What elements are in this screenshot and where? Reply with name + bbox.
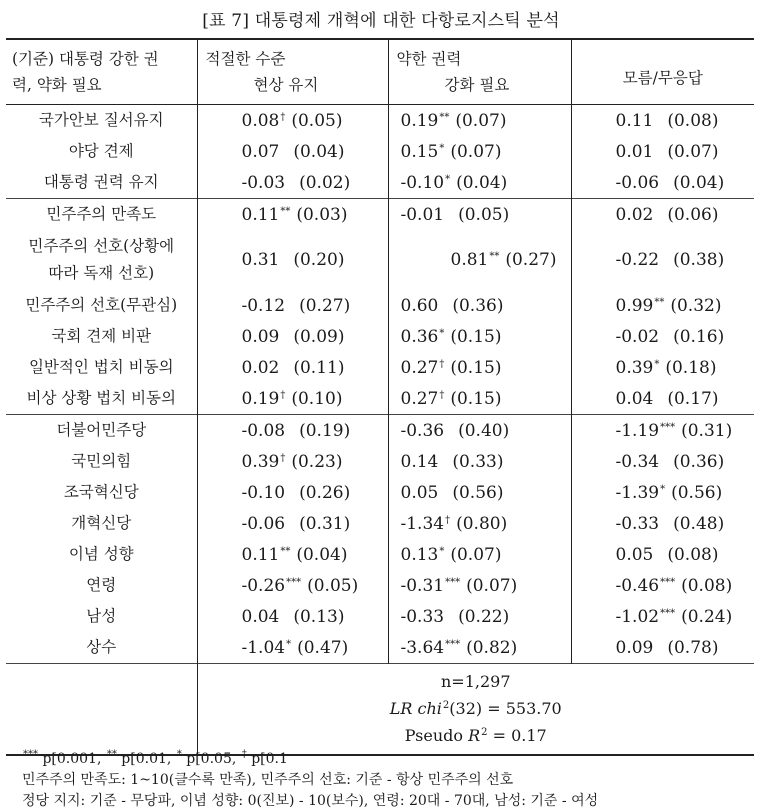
row-label: 개혁신당 [71,514,132,532]
coef-cell [571,105,754,137]
table-row [6,601,754,632]
standard-error: (0.23) [291,451,343,472]
row-label: 더불어민주당 [6,415,197,447]
coefficient: -0.46 [615,575,660,596]
coefficient: -0.01 [400,204,445,225]
table-row [6,290,754,321]
standard-error: (0.31) [299,513,351,534]
header-strengthen: 약한 권력 강화 필요 [388,39,571,105]
significance-marker: *** [660,421,676,433]
standard-error: (0.08) [667,110,719,131]
pseudo-r2: Pseudo $R^2 = 0.17$ [404,726,547,745]
coef-cell [197,167,388,199]
row-label: 민주주의 선호(무관심) [25,296,178,314]
coef-cell [571,508,754,539]
coefficient: -0.12 [241,295,286,316]
coef-cell [571,601,754,632]
standard-error: (0.36) [452,295,504,316]
standard-error: (0.27) [299,295,351,316]
standard-error: (0.78) [667,637,719,658]
coef-cell [571,539,754,570]
baseline-header: (기준) 대통령 강한 권 력, 약화 필요 [6,39,197,105]
significance-note: *** p[0.001, ** p[0.01, * p[0.05, † p[0.1 [23,749,288,767]
table-row [6,632,754,664]
standard-error: (0.05) [307,575,359,596]
table-notes [22,744,598,812]
coefficient: 0.14 [400,451,439,472]
row-label: 조국혁신당 [63,483,139,501]
coefficient: -0.22 [615,250,660,270]
coef-cell [388,230,571,290]
standard-error: (0.20) [293,250,345,270]
coefficient: -0.33 [400,606,445,627]
coefficient: -0.02 [615,326,660,347]
table-row [6,570,754,601]
coefficient: 0.39 [241,451,280,472]
coefficient: -0.06 [241,513,286,534]
coefficient: -0.10 [400,172,445,193]
coefficient: 0.09 [615,637,654,658]
standard-error: (0.15) [450,326,502,347]
coef-cell [388,477,571,508]
table-row [6,199,754,231]
coefficient: -1.39 [615,482,660,503]
coefficient: -0.34 [615,451,660,472]
significance-marker: ** [489,251,500,262]
coefficient: 0.13 [400,544,439,565]
standard-error: (0.31) [681,420,733,441]
coef-cell [388,290,571,321]
row-label: 이념 성향 [68,545,134,563]
standard-error: (0.05) [458,204,510,225]
coef-cell [571,352,754,383]
coefficient: -0.10 [241,482,286,503]
coef-cell [388,321,571,352]
coefficient: 0.81 [450,250,489,270]
standard-error: (0.07) [466,575,518,596]
coef-cell [197,199,388,231]
coef-cell [571,167,754,199]
row-label: 국가안보 질서유지 [38,111,164,129]
coef-cell [388,105,571,137]
coefficient: 0.07 [241,141,280,162]
coefficient: -3.64 [400,637,445,658]
significance-marker: † [280,111,286,123]
coef-cell [571,415,754,447]
coef-cell [388,508,571,539]
standard-error: (0.07) [450,544,502,565]
coefficient: 0.99 [615,295,654,316]
standard-error: (0.04) [296,544,348,565]
standard-error: (0.11) [293,357,345,378]
regression-table [6,38,754,756]
table-row [6,539,754,570]
significance-marker: † [439,358,445,370]
coefficient: -0.08 [241,420,286,441]
coef-cell [571,136,754,167]
row-label: 연령 [86,576,117,594]
coef-cell [571,199,754,231]
significance-marker: † [280,389,286,401]
significance-marker: ** [280,205,291,217]
coefficient: 0.05 [400,482,439,503]
coefficient: 0.05 [615,544,654,565]
significance-marker: ** [654,296,665,308]
coef-cell [388,601,571,632]
standard-error: (0.05) [291,110,343,131]
coefficient: -0.03 [241,172,286,193]
significance-marker: ** [439,111,450,123]
row-label: 민주주의 선호(상황에 따라 독재 선호) [28,237,175,282]
row-label: 상수 [86,638,117,656]
standard-error: (0.07) [450,141,502,162]
coef-cell [197,105,388,137]
table-row [6,230,754,290]
coef-cell [571,230,754,290]
table-row [6,446,754,477]
note-democracy: 민주주의 만족도: 1~10(클수록 만족), 민주주의 선호: 기준 - 항상 민주주의 선호 [22,772,514,788]
coef-cell [388,167,571,199]
standard-error: (0.82) [466,637,518,658]
table-row [6,167,754,199]
significance-marker: † [280,452,286,464]
standard-error: (0.04) [293,141,345,162]
coefficient: -1.19 [615,420,660,441]
coefficient: -0.33 [615,513,660,534]
standard-error: (0.18) [665,357,717,378]
coefficient: 0.02 [615,204,654,225]
standard-error: (0.07) [667,141,719,162]
coefficient: -0.06 [615,172,660,193]
coefficient: 0.19 [400,110,439,131]
significance-marker: † [445,514,451,526]
coef-cell [571,383,754,415]
coef-cell [388,415,571,447]
coef-cell [571,477,754,508]
coefficient: 0.27 [400,357,439,378]
coef-cell [197,136,388,167]
coef-cell [197,383,388,415]
significance-marker: † [439,389,445,401]
coefficient: 0.31 [241,250,280,270]
coef-cell [197,352,388,383]
coefficient: 0.19 [241,388,280,409]
n-obs: n=1,297 [440,672,511,691]
table-row [6,105,754,137]
row-label: 일반적인 법치 비동의 [28,358,174,376]
standard-error: (0.47) [297,637,349,658]
header-status-quo: 적절한 수준 현상 유지 [197,39,388,105]
coefficient: 0.11 [241,544,280,565]
table-row [6,508,754,539]
significance-marker: * [439,545,445,557]
standard-error: (0.07) [455,110,507,131]
coef-cell [197,508,388,539]
coef-cell [388,383,571,415]
coef-cell [571,321,754,352]
significance-marker: * [439,142,445,154]
coef-cell [571,446,754,477]
standard-error: (0.26) [299,482,351,503]
coef-cell [197,230,388,290]
lr-chi2: LR chi$^2$(32) = 553.70 [389,699,562,718]
coef-cell [197,446,388,477]
coef-cell [197,539,388,570]
model-stats [197,664,754,756]
coefficient: -0.31 [400,575,445,596]
standard-error: (0.40) [458,420,510,441]
coefficient: -1.04 [241,637,286,658]
row-label: 국민의힘 [71,452,132,470]
standard-error: (0.27) [505,250,557,270]
standard-error: (0.04) [673,172,725,193]
coef-cell [571,632,754,664]
standard-error: (0.09) [293,326,345,347]
standard-error: (0.16) [673,326,725,347]
coefficient: 0.11 [615,110,654,131]
standard-error: (0.06) [667,204,719,225]
significance-marker: *** [660,576,676,588]
coefficient: 0.02 [241,357,280,378]
coef-cell [388,632,571,664]
coef-cell [197,321,388,352]
standard-error: (0.56) [671,482,723,503]
coefficient: -0.36 [400,420,445,441]
coefficient: 0.04 [615,388,654,409]
coefficient: -1.34 [400,513,445,534]
coefficient: 0.39 [615,357,654,378]
significance-marker: *** [445,576,461,588]
standard-error: (0.04) [456,172,508,193]
standard-error: (0.80) [456,513,508,534]
table-row [6,136,754,167]
significance-marker: * [660,483,666,495]
coefficient: 0.01 [615,141,654,162]
standard-error: (0.32) [670,295,722,316]
significance-marker: * [439,327,445,339]
coef-cell [197,415,388,447]
significance-marker: ** [280,545,291,557]
row-label: 국회 견제 비판 [51,327,152,345]
significance-marker: * [654,358,660,370]
coef-cell [571,570,754,601]
standard-error: (0.15) [450,388,502,409]
coefficient: 0.08 [241,110,280,131]
significance-marker: *** [286,576,302,588]
table-row [6,415,754,447]
coef-cell [197,632,388,664]
significance-marker: *** [445,638,461,650]
coefficient: 0.27 [400,388,439,409]
model-stats-row [6,664,754,756]
coef-cell [197,570,388,601]
coefficient: 0.09 [241,326,280,347]
standard-error: (0.02) [299,172,351,193]
row-label: 대통령 권력 유지 [43,173,159,191]
coef-cell [388,570,571,601]
coef-cell [571,290,754,321]
row-label: 비상 상황 법치 비동의 [26,389,177,407]
header-row [6,39,754,105]
standard-error: (0.56) [452,482,504,503]
coefficient: 0.60 [400,295,439,316]
coefficient: 0.04 [241,606,280,627]
significance-marker: * [286,638,292,650]
standard-error: (0.33) [452,451,504,472]
table-row [6,352,754,383]
standard-error: (0.08) [681,575,733,596]
standard-error: (0.08) [667,544,719,565]
table-row [6,383,754,415]
coefficient: 0.36 [400,326,439,347]
coef-cell [197,601,388,632]
standard-error: (0.36) [673,451,725,472]
standard-error: (0.24) [681,606,733,627]
note-party: 정당 지지: 기준 - 무당파, 이념 성향: 0(진보) - 10(보수), 연령: 20대 - 70대, 남성: 기준 - 여성 [22,793,599,809]
standard-error: (0.13) [293,606,345,627]
row-label: 민주주의 만족도 [6,199,197,231]
coefficient: 0.11 [241,204,280,225]
table-row [6,477,754,508]
standard-error: (0.17) [667,388,719,409]
significance-marker: * [445,173,451,185]
coef-cell [388,352,571,383]
standard-error: (0.15) [450,357,502,378]
header-dont-know: 모름/무응답 [571,39,754,105]
standard-error: (0.10) [291,388,343,409]
coefficient: 0.15 [400,141,439,162]
coef-cell [197,290,388,321]
coefficient: -0.26 [241,575,286,596]
standard-error: (0.48) [673,513,725,534]
coefficient: -1.02 [615,606,660,627]
standard-error: (0.38) [673,250,725,270]
coef-cell [197,477,388,508]
standard-error: (0.03) [296,204,348,225]
table-row [6,321,754,352]
row-label: 남성 [86,607,117,625]
standard-error: (0.19) [299,420,351,441]
standard-error: (0.22) [458,606,510,627]
coef-cell [388,446,571,477]
significance-marker: *** [660,607,676,619]
coef-cell [388,136,571,167]
row-label: 야당 견제 [68,142,134,160]
coef-cell [388,199,571,231]
coef-cell [388,539,571,570]
table-title: [표 7] 대통령제 개혁에 대한 다항로지스틱 분석 [202,11,560,31]
